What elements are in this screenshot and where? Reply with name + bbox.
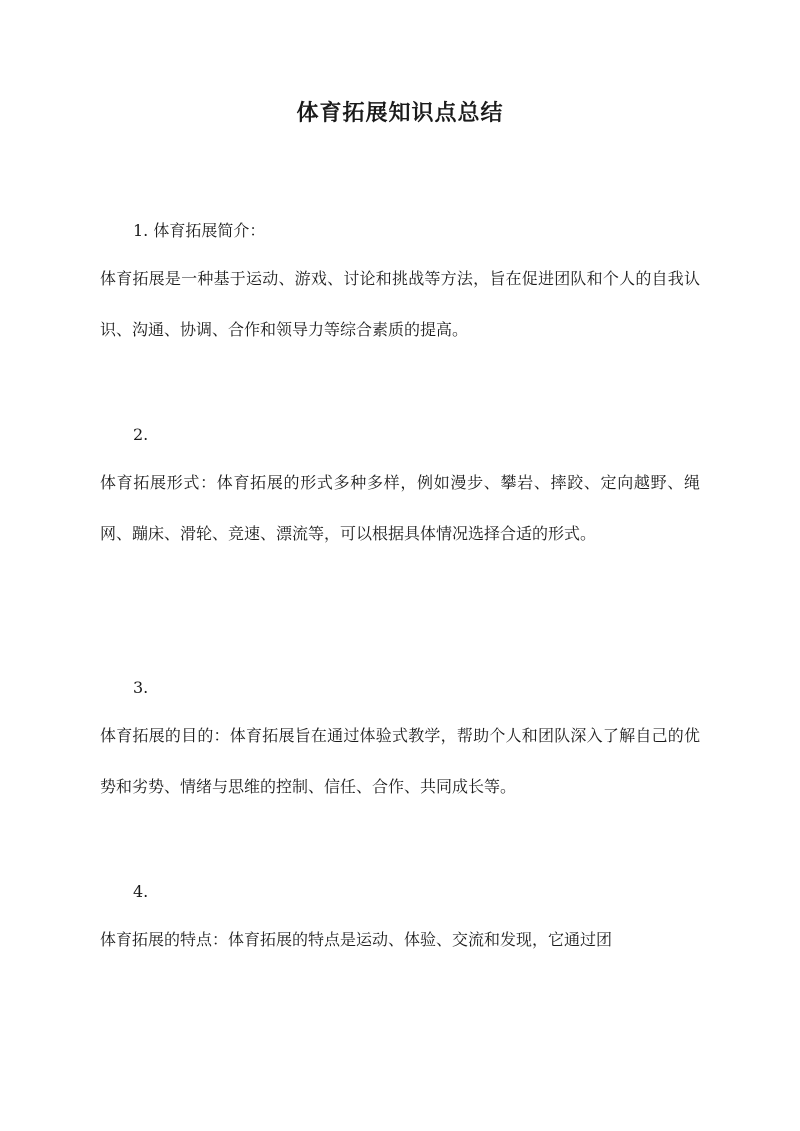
section-1-body: 体育拓展是一种基于运动、游戏、讨论和挑战等方法，旨在促进团队和个人的自我认识、沟通、协调、合作和领导力等综合素质的提高。 <box>100 269 700 339</box>
document-title: 体育拓展知识点总结 <box>296 100 504 126</box>
section-4-body: 体育拓展的特点：体育拓展的特点是运动、体验、交流和发现，它通过团 <box>100 930 613 949</box>
section-2-body: 体育拓展形式：体育拓展的形式多种多样，例如漫步、攀岩、摔跤、定向越野、绳网、蹦床、滑轮、竞速、漂流等，可以根据具体情况选择合适的形式。 <box>100 473 700 543</box>
section-2-heading: 2. <box>133 425 149 444</box>
section-1-heading: 1. 体育拓展简介： <box>133 221 266 240</box>
section-3-heading: 3. <box>133 678 149 697</box>
section-3-body: 体育拓展的目的：体育拓展旨在通过体验式教学，帮助个人和团队深入了解自己的优势和劣势、情绪与思维的控制、信任、合作、共同成长等。 <box>100 726 700 796</box>
section-4-heading: 4. <box>133 882 149 901</box>
